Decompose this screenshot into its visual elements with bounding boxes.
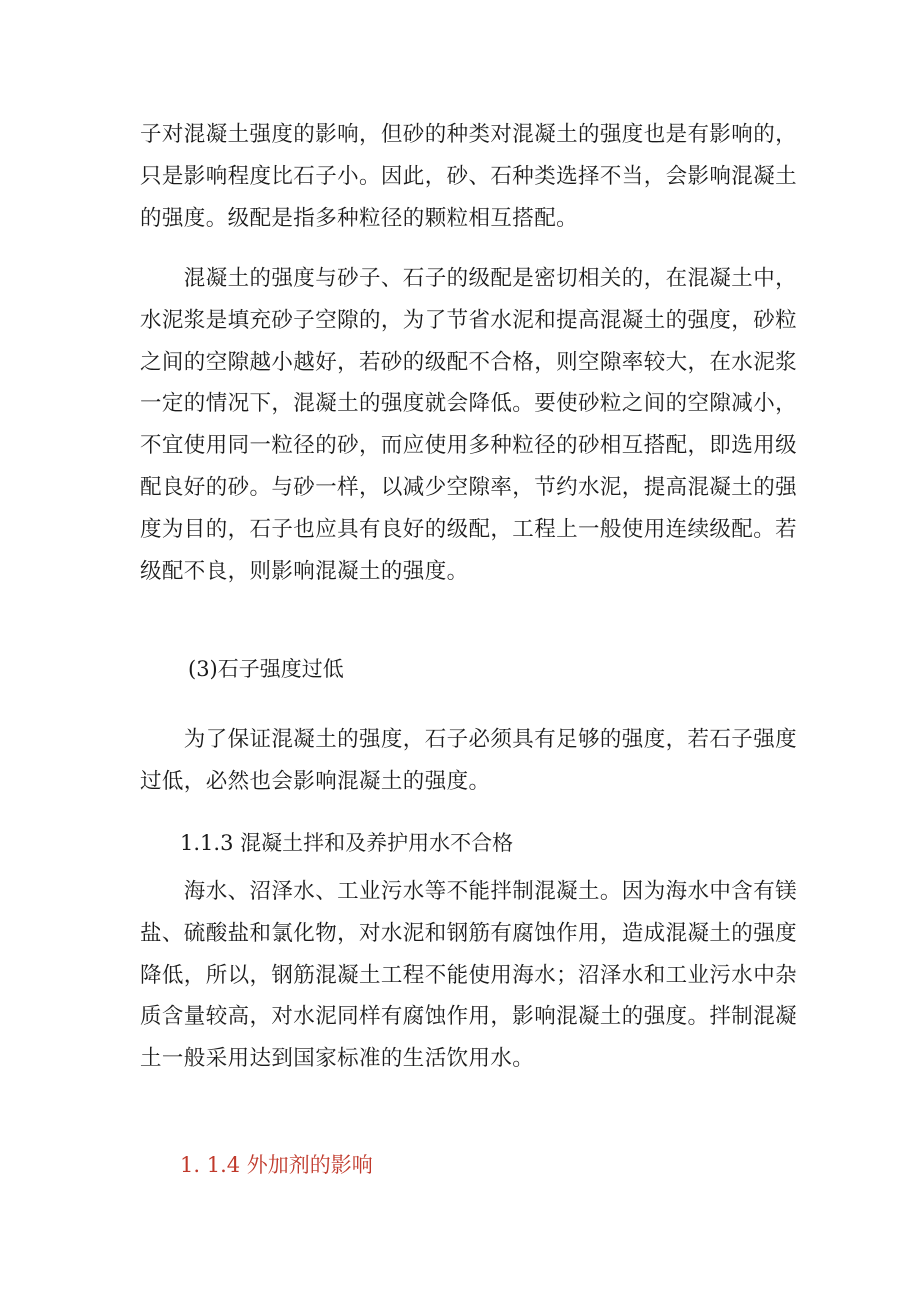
text-line: 土一般采用达到国家标准的生活饮用水。	[140, 1046, 535, 1072]
text-line: 一定的情况下，混凝土的强度就会降低。要使砂粒之间的空隙减小，	[140, 391, 798, 417]
text-line: 质含量较高，对水泥同样有腐蚀作用，影响混凝土的强度。拌制混凝	[140, 1004, 798, 1030]
paragraph-stone-strength	[140, 719, 800, 803]
heading-admixture: 1. 1.4 外加剂的影响	[180, 1153, 373, 1177]
text-line: 盐、硫酸盐和氯化物，对水泥和钢筋有腐蚀作用，造成混凝土的强度	[140, 920, 798, 946]
text-line: 级配不良，则影响混凝土的强度。	[140, 558, 469, 584]
text-line: 配良好的砂。与砂一样，以减少空隙率，节约水泥，提高混凝土的强	[140, 474, 798, 500]
text-line: 过低，必然也会影响混凝土的强度。	[140, 768, 491, 794]
text-line: 的强度。级配是指多种粒径的颗粒相互搭配。	[140, 205, 579, 231]
text-line: 降低，所以，钢筋混凝土工程不能使用海水；沼泽水和工业污水中杂	[140, 962, 798, 988]
paragraph-sand-stone-types	[140, 114, 800, 239]
text-line: 子对混凝土强度的影响，但砂的种类对混凝土的强度也是有影响的，	[140, 122, 798, 147]
heading-mixing-water: 1.1.3 混凝土拌和及养护用水不合格	[180, 831, 514, 855]
text-line: 只是影响程度比石子小。因此，砂、石种类选择不当，会影响混凝土	[140, 163, 798, 189]
text-line: 水泥浆是填充砂子空隙的，为了节省水泥和提高混凝土的强度，砂粒	[140, 307, 798, 333]
text-line: 混凝土的强度与砂子、石子的级配是密切相关的，在混凝土中，	[140, 266, 798, 291]
paragraph-gradation	[140, 258, 800, 592]
text-line: 为了保证混凝土的强度，石子必须具有足够的强度，若石子强度	[140, 727, 798, 752]
heading-stone-strength: (3)石子强度过低	[188, 657, 344, 681]
text-line: 不宜使用同一粒径的砂，而应使用多种粒径的砂相互搭配，即选用级	[140, 433, 798, 459]
paragraph-mixing-water	[140, 871, 800, 1080]
text-line: 之间的空隙越小越好，若砂的级配不合格，则空隙率较大，在水泥浆	[140, 349, 798, 375]
text-line: 海水、沼泽水、工业污水等不能拌制混凝土。因为海水中含有镁	[140, 879, 798, 904]
text-line: 度为目的，石子也应具有良好的级配，工程上一般使用连续级配。若	[140, 516, 798, 542]
